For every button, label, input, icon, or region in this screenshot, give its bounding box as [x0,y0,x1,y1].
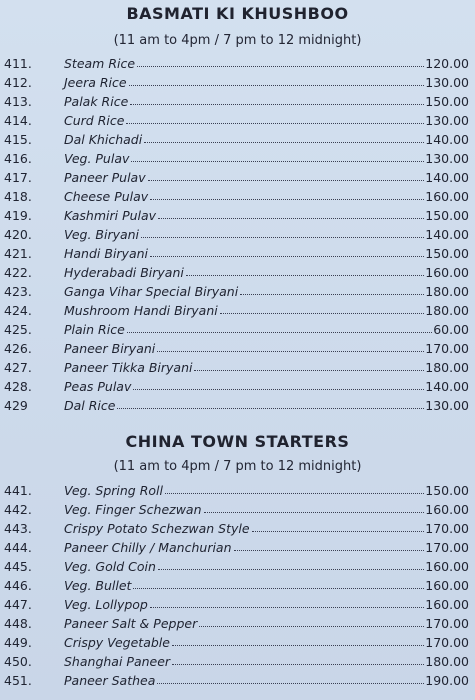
item-number: 447. [4,597,32,612]
item-name: Paneer Salt & Pepper [64,616,198,631]
menu-item-row [0,557,475,576]
item-number: 411. [4,56,32,71]
dot-leader [148,180,424,181]
dot-leader [172,645,424,646]
menu-item-row [0,633,475,652]
item-name: Veg. Pulav [64,151,130,166]
item-number: 427. [4,360,32,375]
item-name: Jeera Rice [64,75,127,90]
item-name: Kashmiri Pulav [64,208,157,223]
item-price: 130.00 [425,75,469,90]
dot-leader [150,256,424,257]
item-name: Paneer Tikka Biryani [64,360,193,375]
menu-item-row [0,187,475,206]
menu-item-row [0,614,475,633]
dot-leader [199,626,424,627]
menu-item-row [0,519,475,538]
item-name: Ganga Vihar Special Biryani [64,284,239,299]
item-price: 190.00 [425,673,469,688]
menu-item-row [0,652,475,671]
item-number: 414. [4,113,32,128]
menu-item-row [0,481,475,500]
item-number: 416. [4,151,32,166]
item-price: 180.00 [425,360,469,375]
menu-list [0,481,475,690]
item-price: 180.00 [425,654,469,669]
dot-leader [186,275,424,276]
item-number: 428. [4,379,32,394]
item-price: 150.00 [425,94,469,109]
item-name: Mushroom Handi Biryani [64,303,218,318]
menu-item-row [0,500,475,519]
dot-leader [126,123,424,124]
menu-item-row [0,149,475,168]
dot-leader [133,588,424,589]
item-price: 160.00 [425,559,469,574]
item-number: 423. [4,284,32,299]
item-name: Palak Rice [64,94,129,109]
item-price: 170.00 [425,635,469,650]
item-number: 425. [4,322,32,337]
item-name: Shanghai Paneer [64,654,171,669]
item-name: Crispy Vegetable [64,635,170,650]
item-name: Handi Biryani [64,246,149,261]
item-price: 140.00 [425,379,469,394]
menu-item-row [0,595,475,614]
item-number: 429 [4,398,28,413]
menu-item-row [0,377,475,396]
menu-item-row [0,130,475,149]
item-number: 451. [4,673,32,688]
dot-leader [150,607,424,608]
item-number: 417. [4,170,32,185]
dot-leader [157,683,424,684]
dot-leader [127,332,432,333]
menu-item-row [0,225,475,244]
menu-item-row [0,244,475,263]
dot-leader [172,664,424,665]
dot-leader [157,351,424,352]
item-price: 140.00 [425,170,469,185]
item-price: 170.00 [425,521,469,536]
item-name: Dal Rice [64,398,116,413]
section-title: CHINA TOWN STARTERS [125,432,350,451]
item-name: Veg. Spring Roll [64,483,163,498]
item-price: 170.00 [425,540,469,555]
item-price: 160.00 [425,578,469,593]
section-hours: (11 am to 4pm / 7 pm to 12 midnight) [113,33,362,48]
item-number: 418. [4,189,32,204]
item-price: 160.00 [425,502,469,517]
dot-leader [194,370,424,371]
item-price: 160.00 [425,597,469,612]
section-title: BASMATI KI KHUSHBOO [126,4,349,23]
dot-leader [150,199,424,200]
item-price: 60.00 [433,322,469,337]
item-price: 130.00 [425,113,469,128]
item-name: Veg. Lollypop [64,597,148,612]
item-price: 120.00 [425,56,469,71]
item-name: Steam Rice [64,56,136,71]
menu-item-row [0,168,475,187]
dot-leader [144,142,424,143]
menu-item-row [0,54,475,73]
section-hours: (11 am to 4pm / 7 pm to 12 midnight) [113,459,362,474]
menu-item-row [0,206,475,225]
item-name: Paneer Biryani [64,341,156,356]
menu-item-row [0,538,475,557]
menu-item-row [0,111,475,130]
item-name: Veg. Gold Coin [64,559,156,574]
menu-item-row [0,396,475,415]
item-number: 444. [4,540,32,555]
dot-leader [117,408,424,409]
item-price: 160.00 [425,189,469,204]
section-basmati [0,4,475,415]
item-number: 441. [4,483,32,498]
dot-leader [165,493,424,494]
menu-item-row [0,73,475,92]
item-number: 424. [4,303,32,318]
item-name: Crispy Potato Schezwan Style [64,521,250,536]
item-price: 170.00 [425,341,469,356]
item-name: Plain Rice [64,322,125,337]
item-price: 140.00 [425,227,469,242]
dot-leader [158,218,424,219]
item-name: Peas Pulav [64,379,132,394]
item-price: 150.00 [425,246,469,261]
dot-leader [204,512,424,513]
dot-leader [252,531,424,532]
menu-list [0,54,475,415]
item-number: 449. [4,635,32,650]
dot-leader [141,237,424,238]
dot-leader [240,294,424,295]
item-price: 130.00 [425,151,469,166]
item-name: Curd Rice [64,113,125,128]
item-number: 420. [4,227,32,242]
menu-item-row [0,339,475,358]
dot-leader [131,161,424,162]
item-price: 180.00 [425,303,469,318]
menu-item-row [0,263,475,282]
item-number: 421. [4,246,32,261]
menu-item-row [0,282,475,301]
item-name: Paneer Sathea [64,673,156,688]
item-number: 446. [4,578,32,593]
menu-item-row [0,320,475,339]
dot-leader [137,66,424,67]
item-price: 150.00 [425,208,469,223]
item-name: Veg. Biryani [64,227,140,242]
dot-leader [129,85,424,86]
item-price: 130.00 [425,398,469,413]
item-name: Paneer Pulav [64,170,146,185]
menu-item-row [0,301,475,320]
section-china-town [0,432,475,690]
item-number: 448. [4,616,32,631]
item-number: 445. [4,559,32,574]
item-price: 160.00 [425,265,469,280]
menu-item-row [0,92,475,111]
dot-leader [130,104,424,105]
item-price: 140.00 [425,132,469,147]
item-name: Veg. Bullet [64,578,132,593]
item-number: 443. [4,521,32,536]
item-price: 150.00 [425,483,469,498]
item-number: 413. [4,94,32,109]
dot-leader [158,569,424,570]
item-number: 422. [4,265,32,280]
item-name: Hyderabadi Biryani [64,265,184,280]
item-price: 180.00 [425,284,469,299]
menu-item-row [0,671,475,690]
item-name: Dal Khichadi [64,132,143,147]
item-number: 419. [4,208,32,223]
item-number: 415. [4,132,32,147]
dot-leader [220,313,424,314]
dot-leader [234,550,424,551]
menu-item-row [0,576,475,595]
item-number: 412. [4,75,32,90]
menu-item-row [0,358,475,377]
item-name: Veg. Finger Schezwan [64,502,202,517]
item-price: 170.00 [425,616,469,631]
item-number: 442. [4,502,32,517]
item-name: Cheese Pulav [64,189,149,204]
item-name: Paneer Chilly / Manchurian [64,540,232,555]
dot-leader [133,389,424,390]
item-number: 450. [4,654,32,669]
item-number: 426. [4,341,32,356]
